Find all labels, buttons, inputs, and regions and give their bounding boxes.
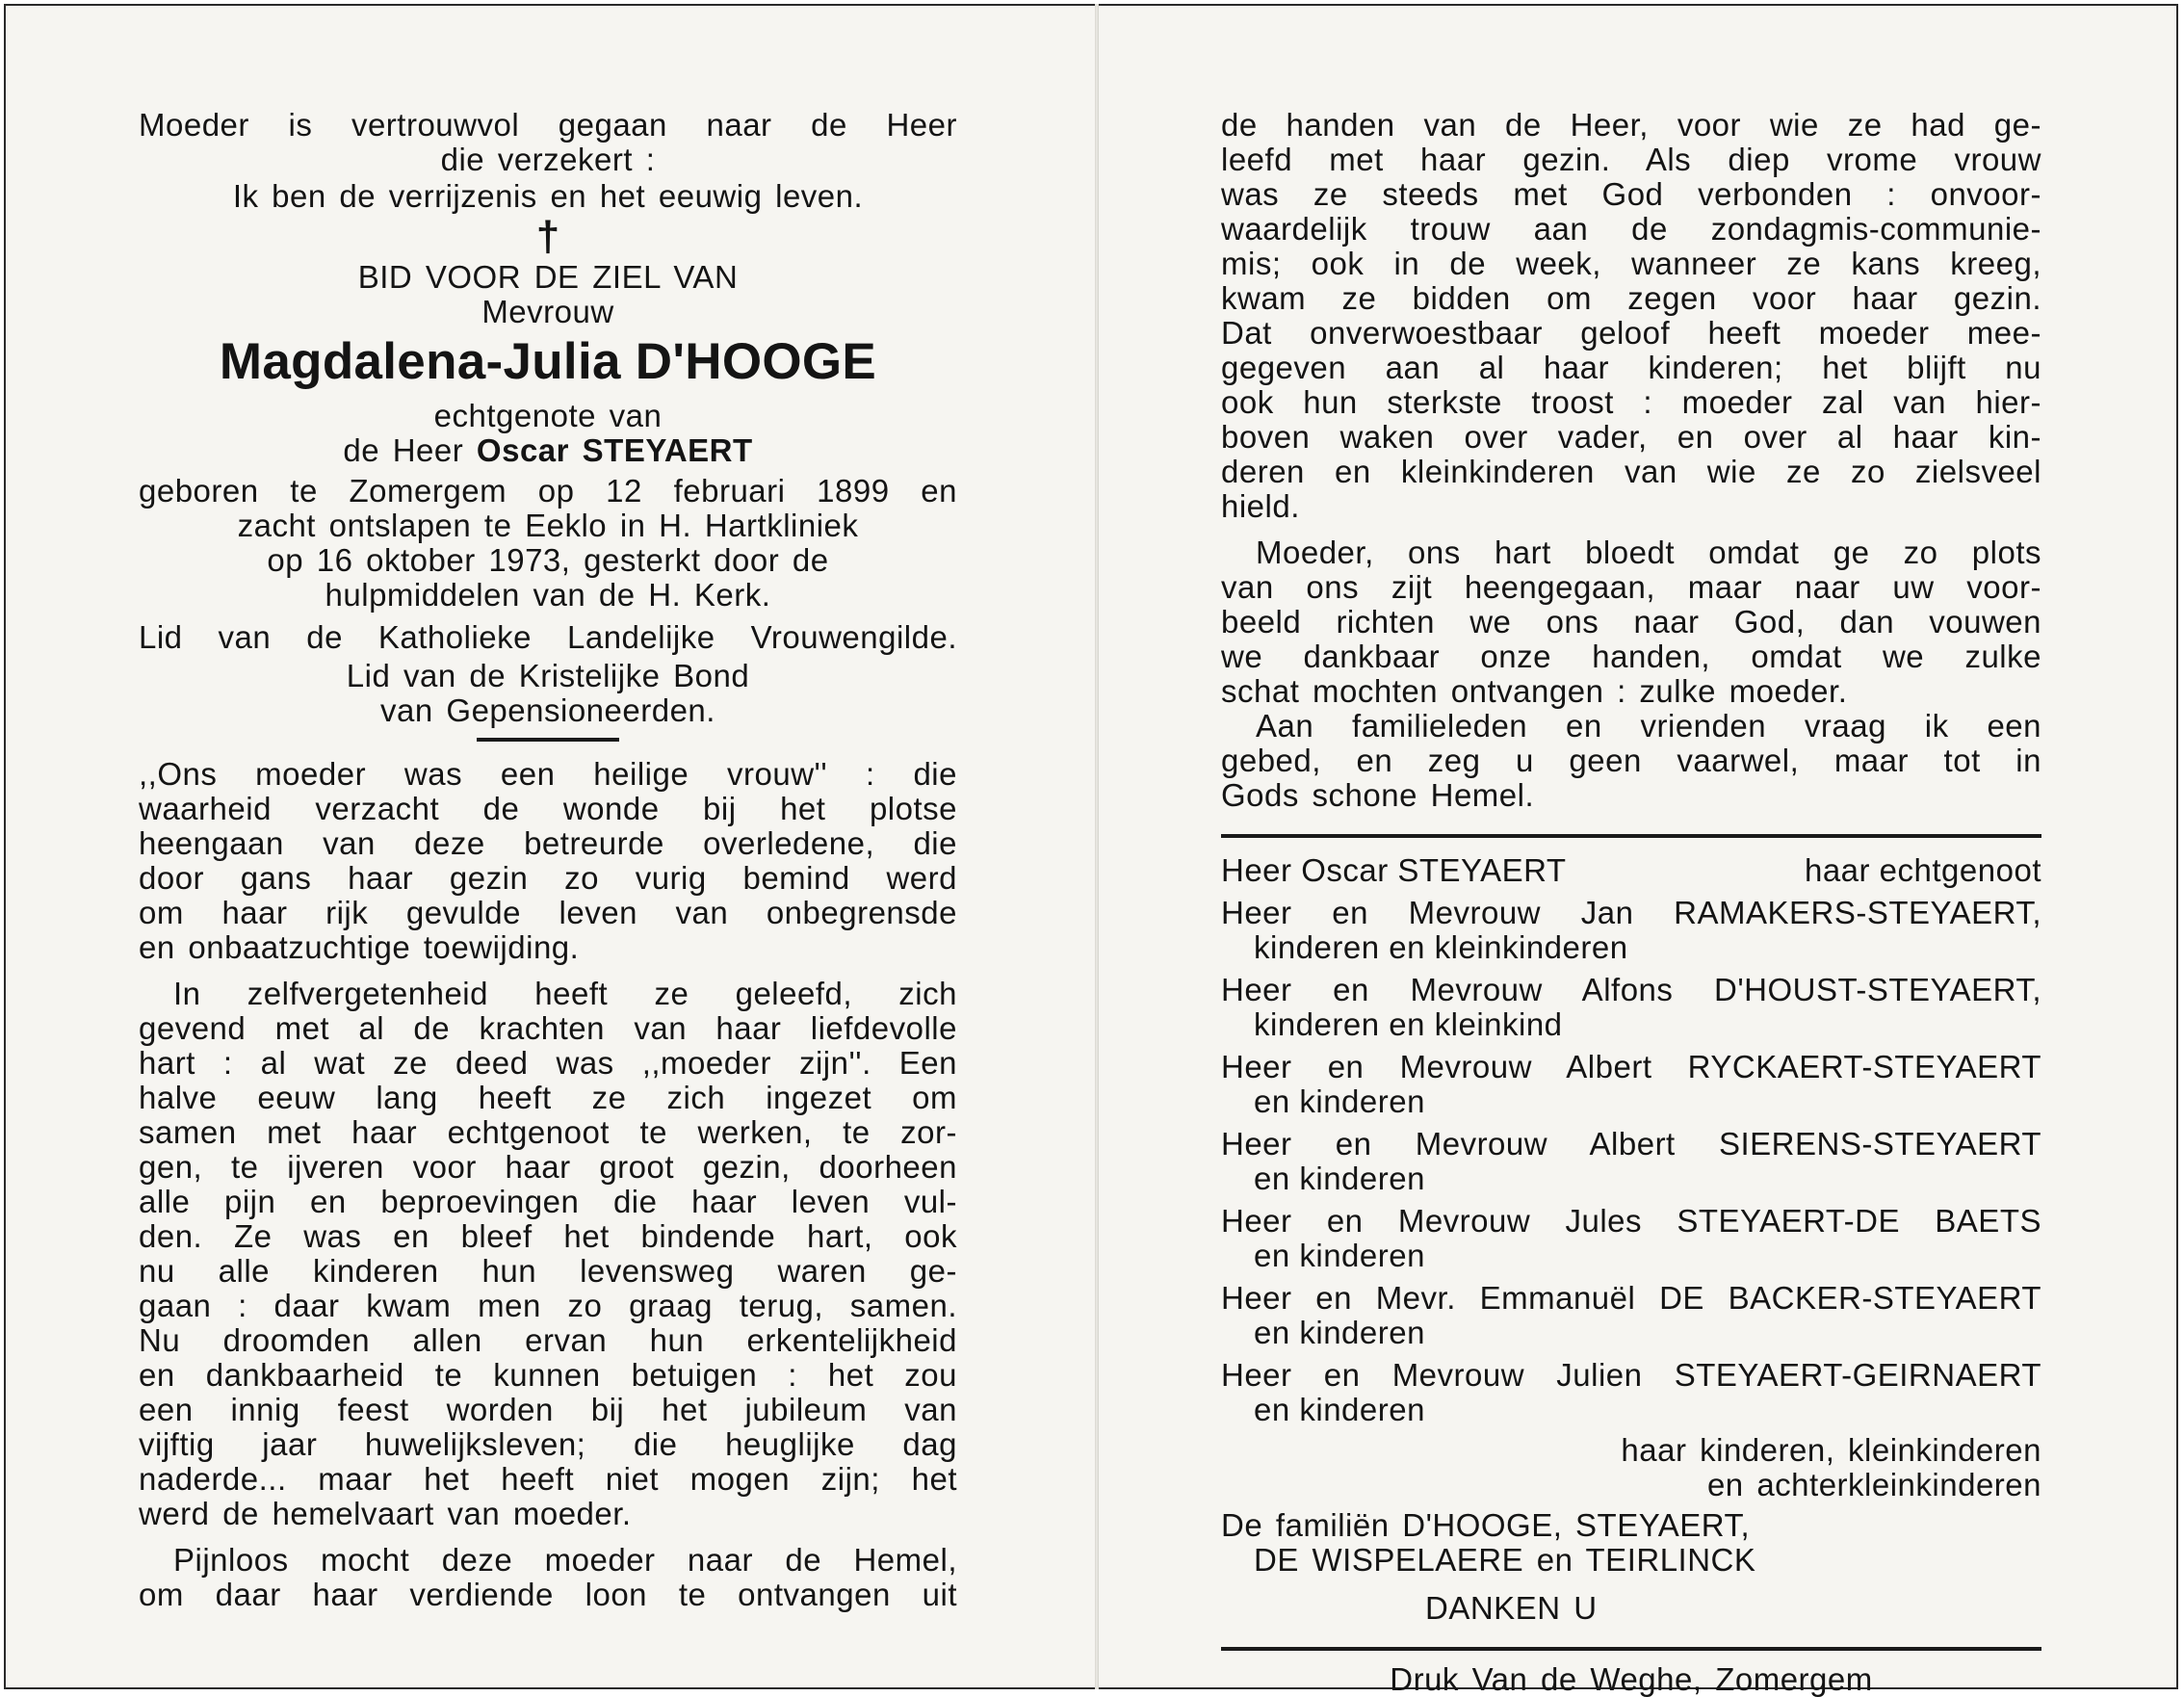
child-sub: en kinderen <box>1254 1083 1425 1119</box>
child-line: Heer en Mevrouw Albert SIERENS-STEYAERT <box>1221 1126 2041 1162</box>
text-line: de handen van de Heer, voor wie ze had ge- <box>1221 107 2041 143</box>
grandchildren-block <box>1221 1433 2041 1502</box>
text-line: een innig feest worden bij het jubileum van <box>139 1392 957 1427</box>
text-line: In zelfvergetenheid heeft ze geleefd, zich <box>173 976 957 1011</box>
thanks-line: DANKEN U <box>1425 1590 1598 1626</box>
child-line: Heer en Mevrouw Julien STEYAERT-GEIRNAERT <box>1221 1357 2041 1393</box>
quote-line-3: Ik ben de verrijzenis en het eeuwig leven. <box>232 178 864 214</box>
left-panel <box>139 108 957 1612</box>
text-line: Nu droomden allen ervan hun erkentelijkheid <box>139 1322 957 1358</box>
deceased-name: Magdalena-Julia D'HOOGE <box>219 333 877 390</box>
text-line: Aan familieleden en vrienden vraag ik een <box>1256 708 2041 744</box>
family-rule-bottom <box>1221 1647 2041 1651</box>
member-line-2: Lid van de Kristelijke Bond <box>346 658 750 693</box>
child-line: Heer en Mevrouw Albert RYCKAERT-STEYAERT <box>1221 1049 2041 1084</box>
grandchildren-line-1: haar kinderen, kleinkinderen <box>1621 1432 2041 1468</box>
spouse-prefix: de Heer <box>343 432 464 468</box>
paragraph-continued <box>1221 108 2041 524</box>
text-line: beeld richten we ons naar God, dan vouwen <box>1221 604 2041 640</box>
text-line: mis; ook in de week, wanneer ze kans kreeg, <box>1221 246 2041 281</box>
text-line: den. Ze was en bleef het bindende hart, ook <box>139 1218 957 1254</box>
text-line: gevend met al de krachten van haar liefdevolle <box>139 1010 957 1046</box>
child-sub: kinderen en kleinkind <box>1254 1006 1563 1042</box>
text-line: vijftig jaar huwelijksleven; die heuglijke dag <box>139 1426 957 1462</box>
text-line: deren en kleinkinderen van wie ze zo zielsveel <box>1221 454 2041 489</box>
title-mevrouw: Mevrouw <box>481 294 614 329</box>
child-sub: en kinderen <box>1254 1161 1425 1196</box>
text-line: ook hun sterkste troost : moeder zal van hier- <box>1221 384 2041 420</box>
text-line: samen met haar echtgenoot te werken, te zor- <box>139 1114 957 1150</box>
cross-icon: † <box>535 213 560 260</box>
spouse-name: Oscar STEYAERT <box>476 432 753 468</box>
text-line: schat mochten ontvangen : zulke moeder. <box>1221 673 1848 709</box>
paragraph-3 <box>139 1543 957 1612</box>
text-line: werd de hemelvaart van moeder. <box>139 1496 632 1531</box>
child-line: Heer en Mevrouw Jan RAMAKERS-STEYAERT, <box>1221 895 2041 930</box>
child-family-3 <box>1221 1050 2041 1119</box>
text-line: door gans haar gezin zo vurig bemind werd <box>139 860 957 896</box>
card-fold <box>1095 4 1099 1689</box>
text-line: en onbaatzuchtige toewijding. <box>139 929 580 965</box>
text-line: alle pijn en beproevingen die haar leven vul- <box>139 1184 957 1219</box>
paragraph-farewell <box>1221 709 2041 813</box>
separator-rule <box>477 738 619 742</box>
child-family-2 <box>1221 973 2041 1042</box>
family-rule-top <box>1221 834 2041 838</box>
text-line: Dat onverwoestbaar geloof heeft moeder mee- <box>1221 315 2041 351</box>
quote-line-2: die verzekert : <box>440 142 656 177</box>
child-sub: en kinderen <box>1254 1392 1425 1427</box>
text-line: Gods schone Hemel. <box>1221 777 1535 813</box>
text-line: gen, te ijveren voor haar groot gezin, doorheen <box>139 1149 957 1185</box>
grandchildren-line-2: en achterkleinkinderen <box>1706 1467 2041 1502</box>
child-family-1 <box>1221 896 2041 965</box>
families-line-1: De familiën D'HOOGE, STEYAERT, <box>1221 1507 1751 1543</box>
child-line: Heer en Mevrouw Jules STEYAERT-DE BAETS <box>1221 1203 2041 1239</box>
right-panel <box>1221 108 2041 1697</box>
birth-line-3: op 16 oktober 1973, gesterkt door de <box>267 542 829 578</box>
text-line: kwam ze bidden om zegen voor haar gezin. <box>1221 280 2041 316</box>
child-family-7 <box>1221 1358 2041 1427</box>
child-sub: kinderen en kleinkinderen <box>1254 929 1628 965</box>
birth-line-2: zacht ontslapen te Eeklo in H. Hartkliniek <box>237 508 859 543</box>
husband-role: haar echtgenoot <box>1804 852 2041 888</box>
text-line: ,,Ons moeder was een heilige vrouw'' : die <box>139 756 957 792</box>
child-sub: en kinderen <box>1254 1238 1425 1273</box>
text-line: nu alle kinderen hun levensweg waren ge- <box>139 1253 957 1289</box>
child-family-4 <box>1221 1127 2041 1196</box>
quote-line-1: Moeder is vertrouwvol gegaan naar de Heer <box>139 107 957 143</box>
text-line: boven waken over vader, en over al haar kin- <box>1221 419 2041 455</box>
text-line: om daar haar verdiende loon te ontvangen uit <box>139 1577 957 1612</box>
text-line: hart : al wat ze deed was ,,moeder zijn''. Een <box>139 1045 957 1081</box>
member-line-1: Lid van de Katholieke Landelijke Vrouwengilde. <box>139 619 957 655</box>
child-family-6 <box>1221 1281 2041 1350</box>
child-family-5 <box>1221 1204 2041 1273</box>
spouse-intro: echtgenote van <box>433 398 663 433</box>
child-line: Heer en Mevrouw Alfons D'HOUST-STEYAERT, <box>1221 972 2041 1007</box>
member-line-3: van Gepensioneerden. <box>380 692 715 728</box>
bid-heading: BID VOOR DE ZIEL VAN <box>357 259 739 295</box>
text-line: van ons zijt heengegaan, maar naar uw voor- <box>1221 569 2041 605</box>
child-line: Heer en Mevr. Emmanuël DE BACKER-STEYAERT <box>1221 1280 2041 1316</box>
text-line: Pijnloos mocht deze moeder naar de Hemel, <box>173 1542 957 1578</box>
birth-line-4: hulpmiddelen van de H. Kerk. <box>325 577 771 613</box>
husband-row <box>1221 853 2041 888</box>
text-line: heengaan van deze betreurde overledene, die <box>139 825 957 861</box>
child-sub: en kinderen <box>1254 1315 1425 1350</box>
text-line: gaan : daar kwam men zo graag terug, samen. <box>139 1288 957 1323</box>
paragraph-heart <box>1221 535 2041 709</box>
text-line: gebed, en zeg u geen vaarwel, maar tot in <box>1221 743 2041 778</box>
text-line: en dankbaarheid te kunnen betuigen : het zou <box>139 1357 957 1393</box>
text-line: leefd met haar gezin. Als diep vrome vrouw <box>1221 142 2041 177</box>
text-line: waardelijk trouw aan de zondagmis-communie- <box>1221 211 2041 247</box>
text-line: om haar rijk gevulde leven van onbegrensde <box>139 895 957 930</box>
text-line: gegeven aan al haar kinderen; het blijft nu <box>1221 350 2041 385</box>
text-line: naderde... maar het heeft niet mogen zijn; het <box>139 1461 957 1497</box>
text-line: Moeder, ons hart bloedt omdat ge zo plots <box>1256 535 2041 570</box>
husband-name: Heer Oscar STEYAERT <box>1221 852 1567 888</box>
text-line: hield. <box>1221 488 1300 524</box>
text-line: was ze steeds met God verbonden : onvoor- <box>1221 176 2041 212</box>
text-line: we dankbaar onze handen, omdat we zulke <box>1221 639 2041 674</box>
text-line: halve eeuw lang heeft ze zich ingezet om <box>139 1080 957 1115</box>
text-line: waarheid verzacht de wonde bij het plotse <box>139 791 957 826</box>
families-line-2: DE WISPELAERE en TEIRLINCK <box>1254 1542 1756 1578</box>
spouse-line <box>139 433 957 468</box>
paragraph-2 <box>139 977 957 1531</box>
printer-line: Druk Van de Weghe, Zomergem <box>1390 1661 1873 1697</box>
birth-line-1: geboren te Zomergem op 12 februari 1899 en <box>139 473 957 509</box>
paragraph-1 <box>139 757 957 965</box>
families-block <box>1221 1508 2041 1578</box>
